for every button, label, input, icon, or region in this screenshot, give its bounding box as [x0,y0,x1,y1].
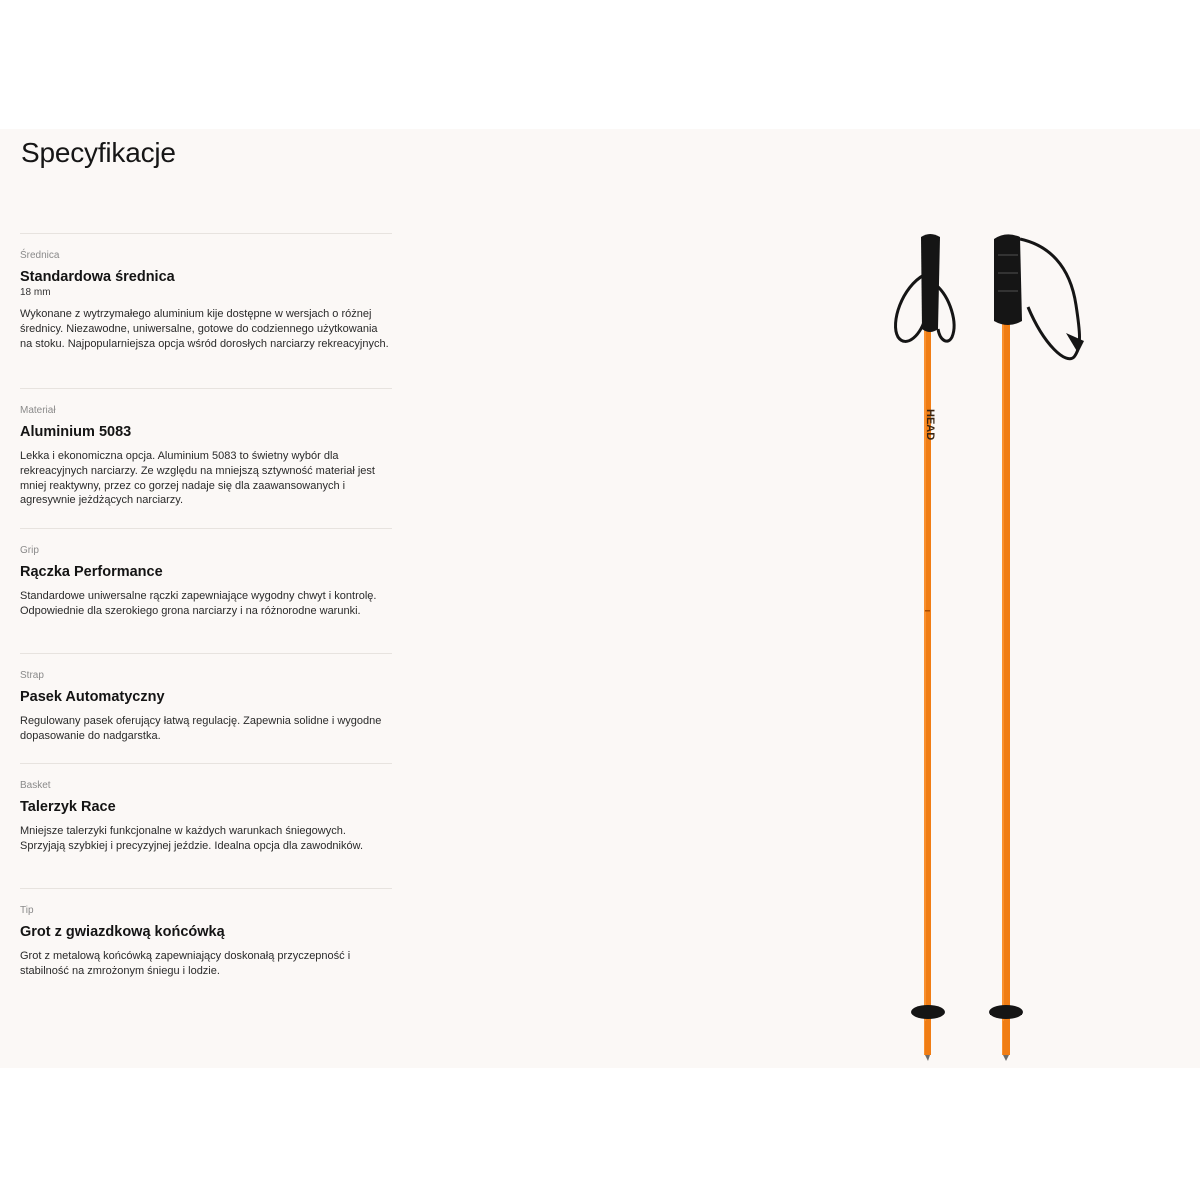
right-pole-strap [1020,239,1080,359]
spec-name: Grot z gwiazdkową końcówką [20,924,225,940]
left-pole-grip [921,234,940,332]
spec-category: Strap [20,670,44,681]
spec-description: Regulowany pasek oferujący łatwą regulację. Zapewnia solidne i wygodne dopasowanie do nadgarstka. [20,715,382,742]
spec-description: Lekka i ekonomiczna opcja. Aluminium 5083 to świetny wybór dla rekreacyjnych narciarzy. Ze względu na mniejszą sztywność materiał jest mniej reaktywny, przez co gorzej nadaje się dla zaawansowanych i agresywnie jeżdżących narciarzy. [20,450,375,507]
right-pole [989,234,1084,1061]
spec-item-grip [20,528,392,653]
spec-category: Tip [20,905,34,916]
spec-name: Talerzyk Race [20,799,116,815]
spec-description: Mniejsze talerzyki funkcjonalne w każdych warunkach śniegowych. Sprzyjają szybkiej i precyzyjnej jeździe. Idealna opcja dla zawodników. [20,825,364,852]
spec-name: Standardowa średnica [20,269,175,285]
spec-category: Basket [20,780,51,791]
spec-item-tip [20,888,392,998]
right-pole-grip [994,234,1022,325]
page-title: Specyfikacje [21,137,176,168]
spec-name: Aluminium 5083 [20,424,132,440]
spec-item-basket [20,763,392,888]
spec-item-strap [20,653,392,763]
spec-list [20,233,392,998]
left-pole [896,234,955,1061]
spec-category: Materiał [20,405,56,416]
spec-name: Rączka Performance [20,564,163,580]
spec-description: Grot z metalową końcówką zapewniający doskonałą przyczepność i stabilność na zmrożonym śniegu i lodzie. [20,950,351,977]
left-pole-strap [896,275,926,341]
spec-description: Standardowe uniwersalne rączki zapewniające wygodny chwyt i kontrolę. Odpowiednie dla szerokiego grona narciarzy i na różnorodne warunki. [20,590,377,617]
spec-category: Grip [20,545,39,556]
spec-name: Pasek Automatyczny [20,689,165,705]
spec-item-diameter [20,233,392,388]
spec-category: Średnica [20,250,60,261]
ski-poles-image [880,225,1110,1065]
spec-description: Wykonane z wytrzymałego aluminium kije dostępne w wersjach o różnej średnicy. Niezawodne, uniwersalne, gotowe do codziennego użytkowania na stoku. Najpopularniejsza opcja wśród dorosłych narciarzy rekreacyjnych. [20,308,389,350]
left-pole-brand-text: HEAD [924,409,936,441]
spec-item-material [20,388,392,528]
spec-value: 18 mm [20,287,51,298]
